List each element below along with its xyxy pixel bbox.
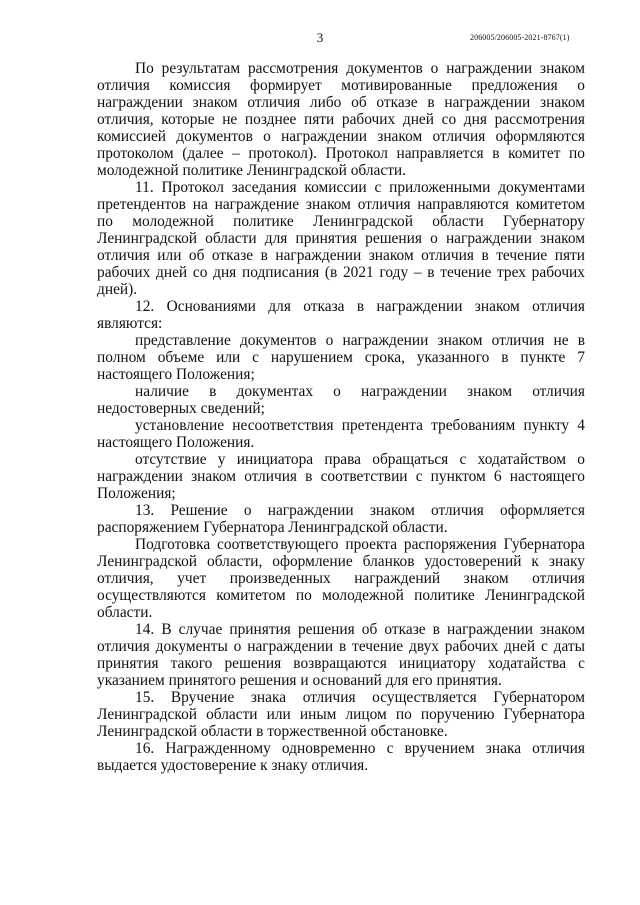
paragraph-12-reason-1: представление документов о награждении знаком отличия не в полном объеме или с нарушением срока, указанного в пункте 7 настоящего Положения; — [97, 332, 585, 383]
paragraph-committee-proposals: По результатам рассмотрения документов о награждении знаком отличия комиссия формирует мотивированные предложения о награждении знаком отличия либо об отказе в награждении знаком отличия, которые не позднее пяти рабочих дней со дня рассмотрения комиссией документов о награждении знаком отличия оформляются протоколом (далее – протокол). Протокол направляется в комитет по молодежной политике Ленинградской области. — [97, 60, 585, 179]
paragraph-13: 13. Решение о награждении знаком отличия оформляется распоряжением Губернатора Ленинградской области. — [97, 502, 585, 536]
paragraph-11: 11. Протокол заседания комиссии с приложенными документами претендентов на награждение знаком отличия направляются комитетом по молодежной политике Ленинградской области Губернатору Ленинградской области для принятия решения о награждении знаком отличия или об отказе в награждении знаком отличия в течение пяти рабочих дней со дня подписания (в 2021 году – в течение трех рабочих дней). — [97, 179, 585, 298]
paragraph-12-reason-4: отсутствие у инициатора права обращаться с ходатайством о награждении знаком отличия в соответствии с пунктом 6 настоящего Положения; — [97, 451, 585, 502]
document-id: 206005/206005-2021-8767(1) — [470, 33, 570, 42]
paragraph-13-preparation: Подготовка соответствующего проекта распоряжения Губернатора Ленинградской области, оформление бланков удостоверений к знаку отличия, учет произведенных награждений знаком отличия осуществляются комитетом по молодежной политике Ленинградской области. — [97, 536, 585, 621]
paragraph-12-reason-3: установление несоответствия претендента требованиям пункту 4 настоящего Положения. — [97, 417, 585, 451]
paragraph-15: 15. Вручение знака отличия осуществляется Губернатором Ленинградской области или иным лицом по поручению Губернатора Ленинградской области в торжественной обстановке. — [97, 689, 585, 740]
document-body — [97, 60, 585, 774]
paragraph-12: 12. Основаниями для отказа в награждении знаком отличия являются: — [97, 298, 585, 332]
paragraph-16: 16. Награжденному одновременно с вручением знака отличия выдается удостоверение к знаку отличия. — [97, 740, 585, 774]
page-number: 3 — [316, 30, 324, 45]
paragraph-12-reason-2: наличие в документах о награждении знаком отличия недостоверных сведений; — [97, 383, 585, 417]
paragraph-14: 14. В случае принятия решения об отказе в награждении знаком отличия документы о награждении в течение двух рабочих дней с даты принятия такого решения возвращаются инициатору ходатайства с указанием принятого решения и оснований для его принятия. — [97, 621, 585, 689]
